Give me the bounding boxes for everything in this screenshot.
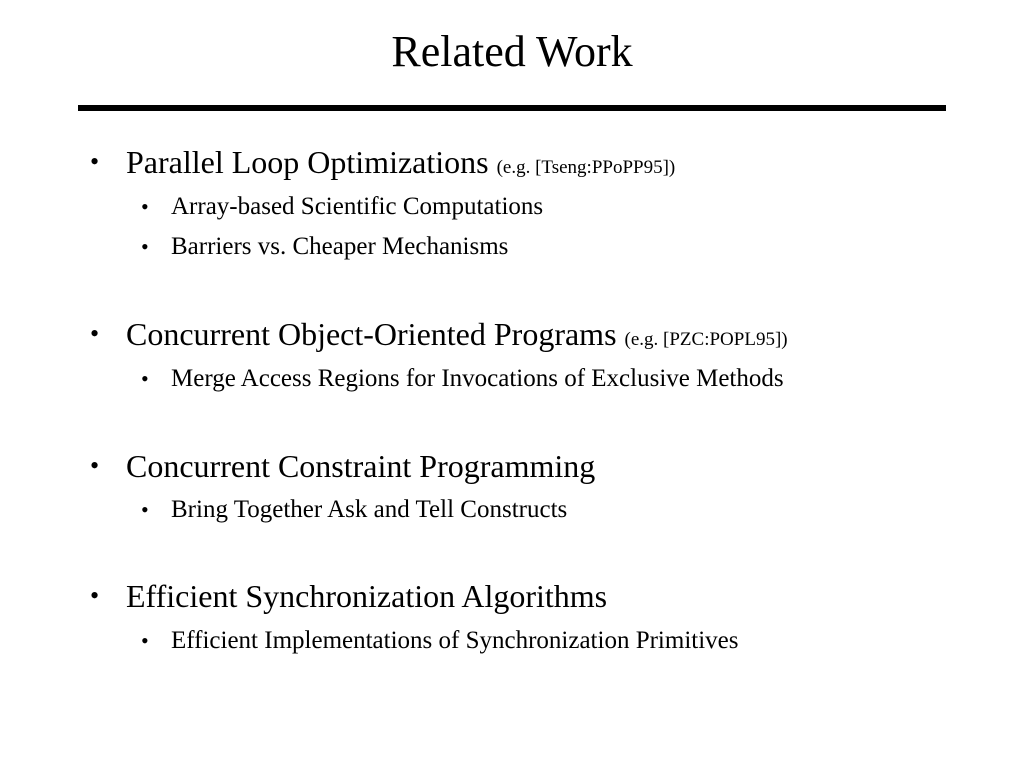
section-heading: Efficient Synchronization Algorithms <box>126 578 608 614</box>
subitem-text: Bring Together Ask and Tell Constructs <box>171 496 568 523</box>
section-citation: (e.g. [Tseng:PPoPP95]) <box>496 157 676 178</box>
sub-bullet-icon: • <box>141 234 149 259</box>
section-citation: (e.g. [PZC:POPL95]) <box>624 329 788 350</box>
bullet-icon: • <box>90 451 100 480</box>
sub-bullet-icon: • <box>141 366 149 391</box>
slide-title: Related Work <box>391 27 633 76</box>
sub-bullet-icon: • <box>141 194 149 219</box>
subitem-text: Merge Access Regions for Invocations of Exclusive Methods <box>171 365 784 392</box>
subitem-text: Efficient Implementations of Synchronization Primitives <box>171 627 739 654</box>
sub-bullet-icon: • <box>141 628 149 653</box>
bullet-icon: • <box>90 319 100 348</box>
subitem-text: Array-based Scientific Computations <box>171 193 544 220</box>
section-heading: Parallel Loop Optimizations <box>126 144 489 180</box>
subitem-text: Barriers vs. Cheaper Mechanisms <box>171 233 509 260</box>
section-heading: Concurrent Object-Oriented Programs <box>126 316 617 352</box>
section-heading: Concurrent Constraint Programming <box>126 448 596 484</box>
bullet-icon: • <box>90 147 100 176</box>
bullet-icon: • <box>90 581 100 610</box>
sub-bullet-icon: • <box>141 497 149 522</box>
